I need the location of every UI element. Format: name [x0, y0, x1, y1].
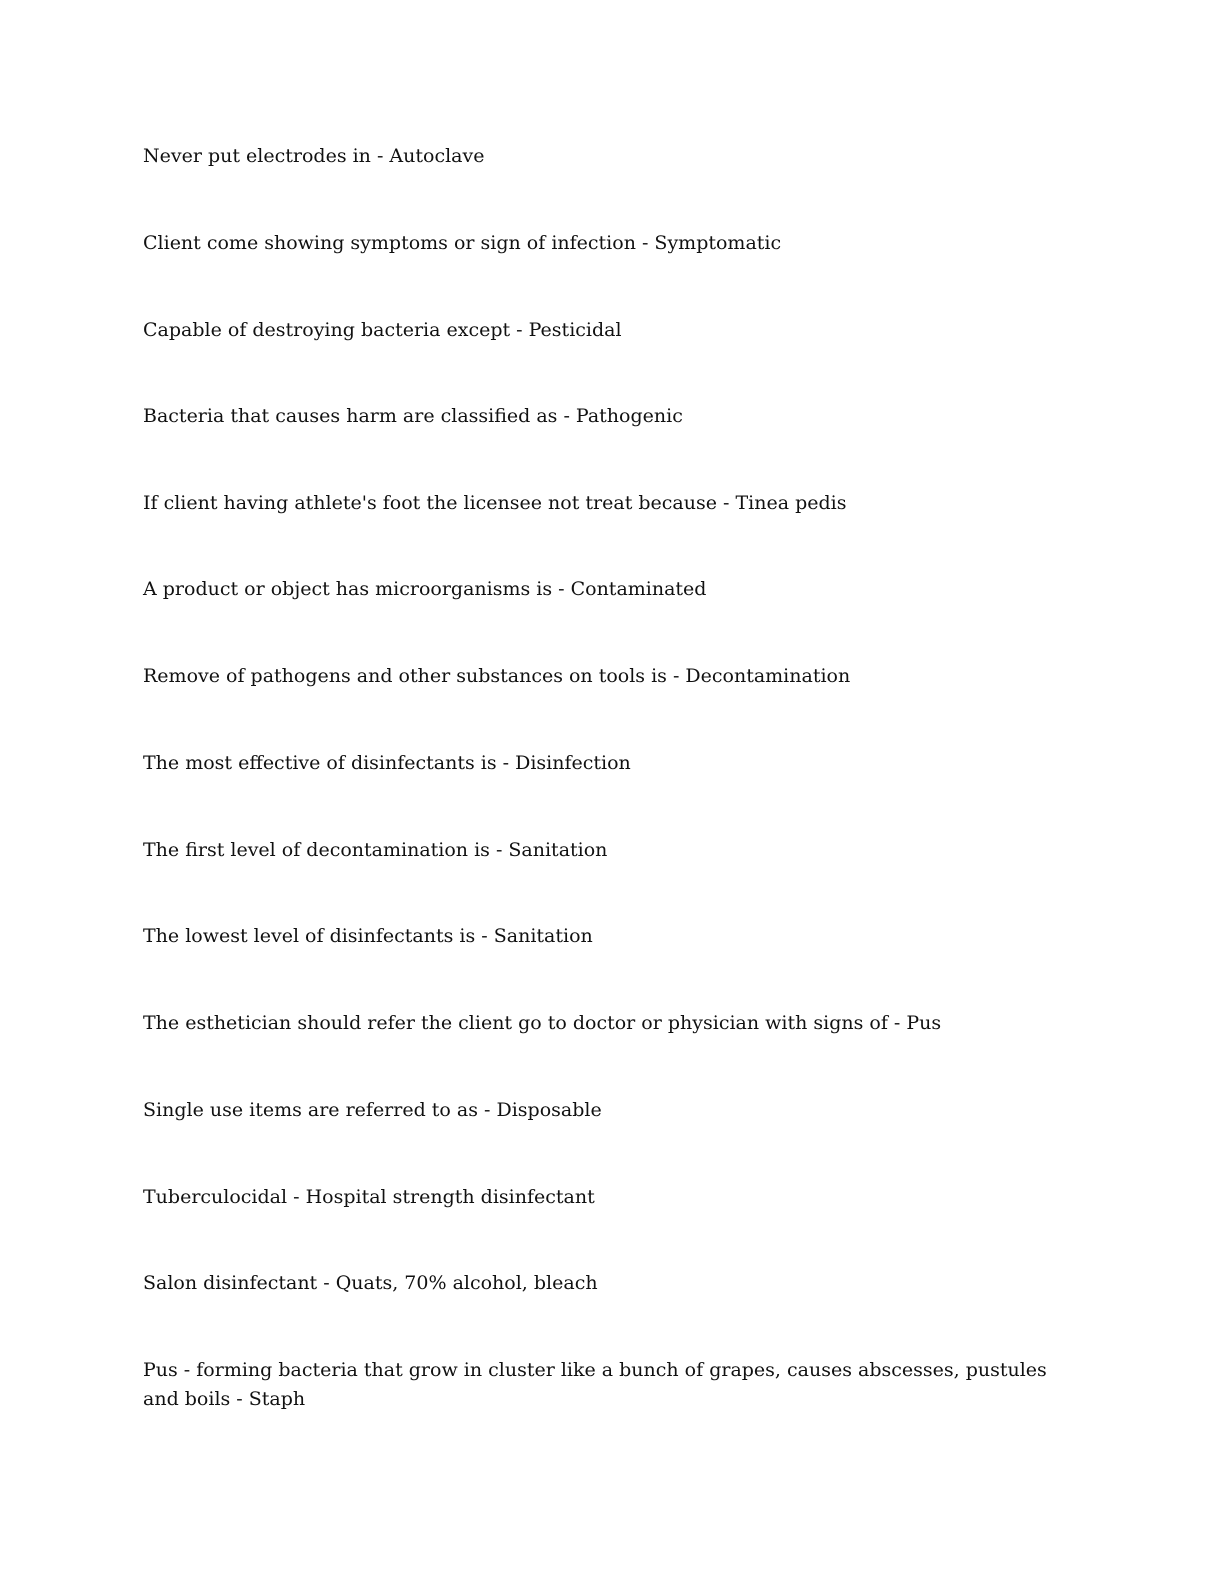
study-note-line: Never put electrodes in - Autoclave — [143, 145, 485, 167]
study-note-line: Single use items are referred to as - Disposable — [143, 1099, 602, 1121]
study-note-line: Remove of pathogens and other substances on tools is - Decontamination — [143, 665, 851, 687]
study-note-line: If client having athlete's foot the licensee not treat because - Tinea pedis — [143, 492, 847, 514]
study-note-line: Salon disinfectant - Quats, 70% alcohol, bleach — [143, 1272, 598, 1294]
study-note-line: Capable of destroying bacteria except - Pesticidal — [143, 319, 622, 341]
study-note-line: The lowest level of disinfectants is - Sanitation — [143, 925, 593, 947]
study-note-line: Pus - forming bacteria that grow in cluster like a bunch of grapes, causes abscesses, pustules and boils - Staph — [143, 1359, 1047, 1410]
study-note-line: Bacteria that causes harm are classified as - Pathogenic — [143, 405, 683, 427]
study-note-line: A product or object has microorganisms is - Contaminated — [143, 578, 707, 600]
study-note-line: Client come showing symptoms or sign of infection - Symptomatic — [143, 232, 782, 254]
study-note-line: The most effective of disinfectants is - Disinfection — [143, 752, 631, 774]
study-note-line: The esthetician should refer the client go to doctor or physician with signs of - Pus — [143, 1012, 942, 1034]
study-note-line: Tuberculocidal - Hospital strength disinfectant — [143, 1186, 595, 1208]
study-note-line: The first level of decontamination is - Sanitation — [143, 839, 608, 861]
